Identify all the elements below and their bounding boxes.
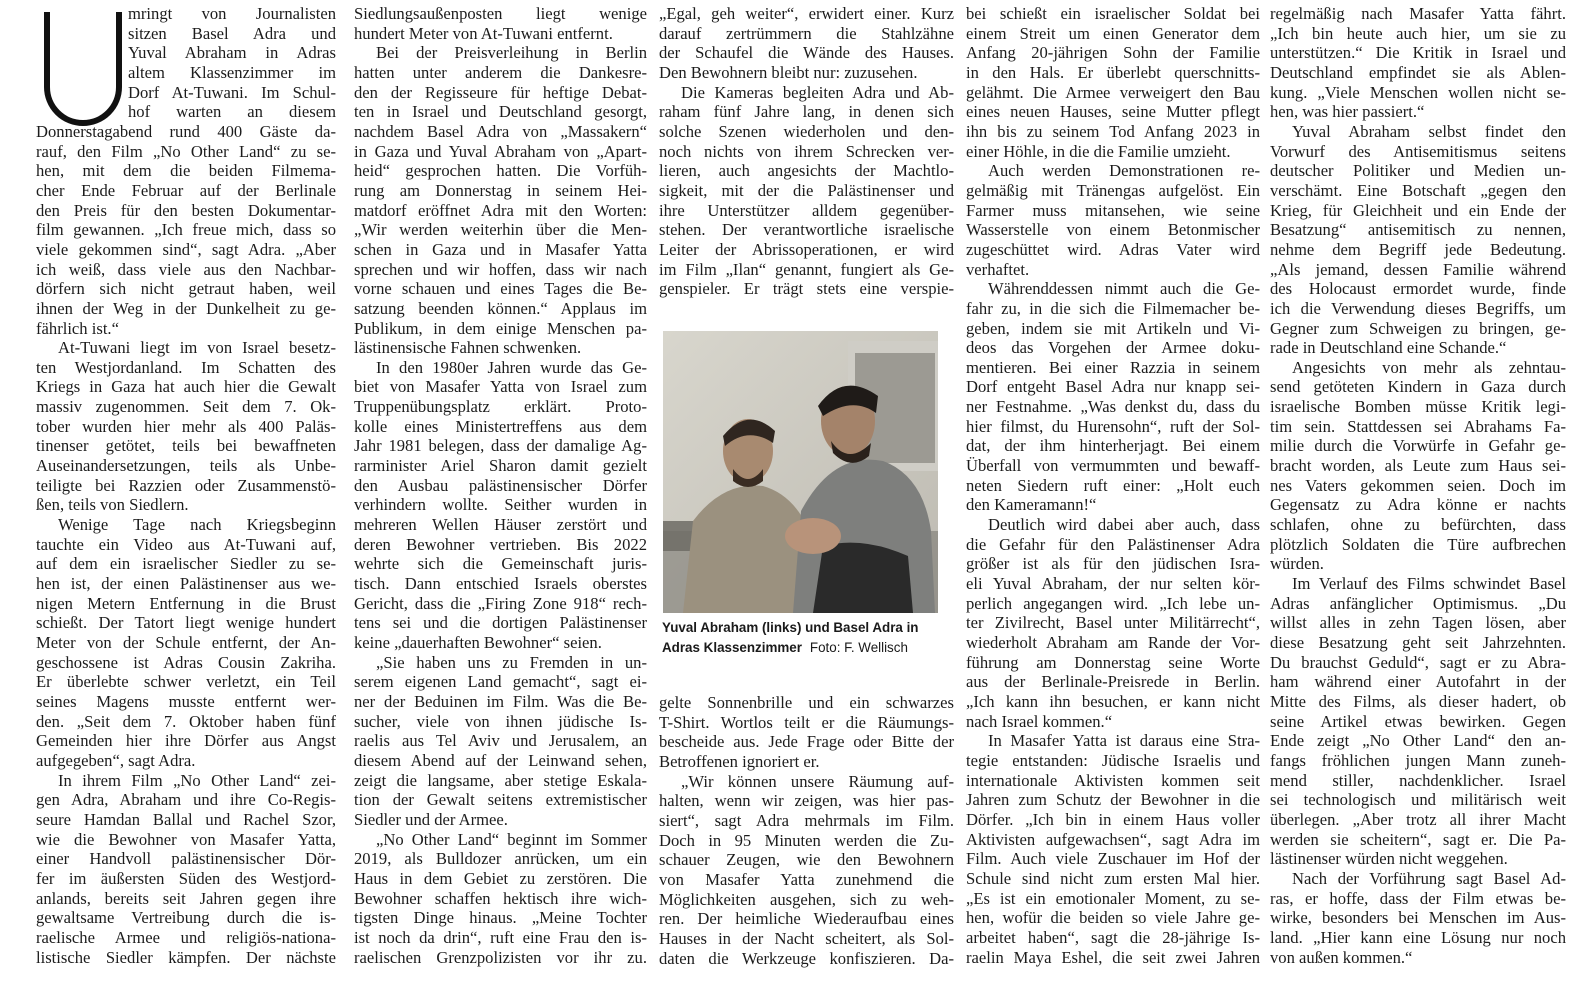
text-line: Hauses in der Nacht scheitert, als Sol- — [659, 928, 954, 948]
text-line: Schule sind nicht zum ersten Mal hier. — [966, 868, 1260, 888]
text-line: tober wurden hier mehr als 400 Paläs- — [36, 416, 336, 436]
text-line: deren Bewohner vertrieben. Bis 2022 — [354, 534, 647, 554]
text-line: ich weiß, dass viele aus den Nachbar- — [36, 259, 336, 279]
text-line: Jahren zum Schutz der Bewohner in die — [966, 790, 1260, 810]
text-line: Nach der Vorführung sagt Basel Ad- — [1292, 868, 1566, 888]
text-line: daten die Werkzeuge konfiszieren. Da- — [659, 948, 954, 968]
text-line: Den Bewohnern bleibt nur: zuzusehen. — [659, 62, 918, 82]
text-line: massiv zugenommen. Seit dem 7. Ok- — [36, 397, 336, 417]
text-line: „Wir können unsere Räumung auf- — [681, 771, 954, 791]
text-line: Angesichts von mehr als zehntau- — [1292, 357, 1566, 377]
text-line: nach Israel kommen.“ — [966, 711, 1113, 731]
text-line: gen Adra, Abraham und ihre Co-Regis- — [36, 790, 336, 810]
text-line: in Gaza und Yuval Abraham von „Apart- — [354, 141, 647, 161]
text-line: Vorwurf des Antisemitismus seitens — [1270, 141, 1566, 161]
text-line: wirke, besonders bei Menschen im Aus- — [1270, 908, 1566, 928]
text-line: Betroffenen ignoriert er. — [659, 751, 820, 771]
text-line: überlegen. „Aber trotz all ihrer Macht — [1270, 809, 1566, 829]
text-line: rung am Donnerstag in seinem Hei- — [354, 180, 647, 200]
text-line: tion der Gewalt seitens extremistischer — [354, 790, 647, 810]
text-line: einer Handvoll palästinensischer Dör- — [36, 849, 336, 869]
text-line: den Ausbau palästinensischer Dörfer — [354, 475, 647, 495]
text-line: mehreren Wellen Häuser zerstört und — [354, 515, 647, 535]
text-line: lästinensische Fahnen schwenken. — [354, 338, 582, 358]
text-line: geschossene ist Adras Cousin Zakriha. — [36, 652, 336, 672]
text-line: auf dem ein israelischer Siedler zu se- — [36, 554, 336, 574]
text-line: anlands, bereits seit Jahren gegen ihre — [36, 888, 336, 908]
text-line: Gemeinden hier ihre Dörfer aus Angst — [36, 731, 336, 751]
article-column-2 — [354, 4, 647, 967]
text-line: Wasserstelle von einem Betonmischer — [966, 220, 1260, 240]
text-line: altem Klassenzimmer im — [128, 62, 336, 82]
text-line: tim sein. Stattdessen sei Abrahams Fa- — [1270, 416, 1566, 436]
text-line: gelte Sonnenbrille und ein schwarzes — [659, 693, 954, 712]
text-line: raham fünf Jahre lang, in denen sich — [659, 102, 954, 122]
text-line: Dorf At-Tuwani. Im Schul- — [128, 82, 336, 102]
text-line: Möglichkeiten ausgehen, sich zu weh- — [659, 889, 954, 909]
text-line: tens sei und die dortigen Palästinenser — [354, 613, 647, 633]
text-line: der Schaufel die Wände des Hauses. — [659, 43, 954, 63]
text-line: mentieren. Bei einer Razzia in seinem — [966, 357, 1260, 377]
text-line: „Sie haben uns zu Fremden in un- — [376, 652, 647, 672]
text-line: deutscher Politiker und Medien un- — [1270, 161, 1566, 181]
text-line: rauf, den Film „No Other Land“ zu se- — [36, 141, 336, 161]
text-line: schauer Zeugen, wie den Bewohnern — [659, 850, 954, 870]
text-line: „Egal, geh weiter“, erwidert einer. Kurz — [659, 4, 954, 23]
text-line: ren. Der heimliche Wiederaufbau eines — [659, 909, 954, 929]
text-line: tisch. Dann entschied Israels oberstes — [354, 574, 647, 594]
text-line: siert“, sagt Adra mehrmals im Film. — [659, 810, 954, 830]
text-line: tauchte ein Video aus At-Tuwani auf, — [36, 534, 336, 554]
text-line: „No Other Land“ beginnt im Sommer — [376, 829, 647, 849]
text-line: bescheide aus. Jede Frage oder Bitte der — [659, 732, 954, 752]
text-line: von Masafer Yatta zunehmend die — [659, 869, 954, 889]
text-line: des Holocaust ermordet wurde, finde — [1270, 279, 1566, 299]
text-line: seine Artikel etwas bewirken. Gegen — [1270, 711, 1566, 731]
article-photo — [663, 331, 938, 613]
text-line: cher Ende Februar auf der Berlinale — [36, 180, 336, 200]
text-line: Yuval Abraham selbst findet den — [1292, 121, 1566, 141]
text-line: bracht worden, als Leute zum Haus sei- — [1270, 456, 1566, 476]
text-line: fer im äußersten Süden des Westjord- — [36, 868, 336, 888]
text-line: einer Höhle, in die die Familie umzieht. — [966, 141, 1231, 161]
text-line: nehme dem Begriff jede Bedeutung. — [1270, 239, 1566, 259]
text-line: Kriegs in Gaza hat auch hier die Gewalt — [36, 377, 336, 397]
text-line: matdorf eröffnet Adra mit den Worten: — [354, 200, 647, 220]
text-line: ich die Verwendung dieses Begriffs, um — [1270, 298, 1566, 318]
text-line: verschämt. Eine Botschaft „gegen den — [1270, 180, 1566, 200]
text-line: stehen. Der verantwortliche israelische — [659, 220, 954, 240]
text-line: aus der Berlinale-Preisrede in Berlin. — [966, 672, 1260, 692]
text-line: dörfern sich nicht getraut haben, weil — [36, 279, 336, 299]
text-line: „Wir werden weiterhin über die Men- — [354, 220, 647, 240]
text-line: geben, indem sie mit Artikeln und Vi- — [966, 318, 1260, 338]
text-line: Jahr 1981 belegen, dass der damalige Ag- — [354, 436, 647, 456]
text-line: aufgegeben“, sagt Adra. — [36, 750, 196, 770]
article-column-3-bottom — [659, 693, 954, 968]
text-line: eli Yuval Abraham, der nur selten kör- — [966, 574, 1260, 594]
text-line: rarminister Ariel Sharon damit gezielt — [354, 456, 647, 476]
text-line: größer ist als für den jüdischen Isra- — [966, 554, 1260, 574]
text-line: Gericht, dass die „Firing Zone 918“ rech- — [354, 593, 647, 613]
text-line: wie die Bewohner von Masafer Yatta, — [36, 829, 336, 849]
text-line: ras, er hoffe, dass der Film etwas be- — [1270, 888, 1566, 908]
text-line: in den Hals. Er überlebt querschnitts- — [966, 62, 1260, 82]
text-line: milie durch die Vorwürfe in Gefahr ge- — [1270, 436, 1566, 456]
text-line: hier filmst, du Hurensohn“, ruft der Sol- — [966, 416, 1260, 436]
text-line: lästinenser würden nicht weggehen. — [1270, 849, 1508, 869]
text-line: schießt. Der Tatort liegt wenige hundert — [36, 613, 336, 633]
text-line: israelische Bomben müsse Kritik legi- — [1270, 397, 1566, 417]
photo-two-men-classroom — [663, 331, 938, 613]
text-line: kolle eines Ministertreffens aus dem — [354, 416, 647, 436]
text-line: teiligte bei Razzien oder Zusammenstö- — [36, 475, 336, 495]
article-column-4 — [966, 4, 1260, 967]
text-line: Die Kameras begleiten Adra und Ab- — [681, 82, 954, 102]
text-line: Dörfer. „Ich bin in einem Haus voller — [966, 809, 1260, 829]
text-line: noch nichts von ihrem Schrecken ver- — [659, 141, 954, 161]
text-line: Überfall von vermummten und bewaff- — [966, 456, 1260, 476]
text-line: hen, was hier passiert.“ — [1270, 102, 1425, 122]
text-line: „Ich bin heute auch hier, um sie zu — [1270, 23, 1566, 43]
text-line: mringt von Journalisten — [128, 4, 336, 23]
text-line: eines neuen Hauses, seine Mutter pflegt — [966, 102, 1260, 122]
text-line: sucher, viele von ihnen jüdische Is- — [354, 711, 647, 731]
text-line: lieren, auch angesichts der Machtlo- — [659, 161, 954, 181]
text-line: film gewannen. „Ich freue mich, dass so — [36, 220, 336, 240]
text-line: Besatzung“ antisemitisch zu nennen, — [1270, 220, 1566, 240]
text-line: regelmäßig nach Masafer Yatta fährt. — [1270, 4, 1566, 23]
text-line: den. „Seit dem 7. Oktober haben fünf — [36, 711, 336, 731]
text-line: kung. „Viele Menschen wollen nicht se- — [1270, 82, 1566, 102]
text-line: nachdem Basel Adra von „Massakern“ — [354, 121, 647, 141]
text-line: Gegner zum Schweigen zu bringen, ge- — [1270, 318, 1566, 338]
text-line: Auseinandersetzungen, teils als Unbe- — [36, 456, 336, 476]
text-line: deos das Vorgehen der Armee doku- — [966, 338, 1260, 358]
text-line: In ihrem Film „No Other Land“ zei- — [58, 770, 336, 790]
text-line: raelischen Grenzpolizisten vor ihr zu. — [354, 947, 647, 967]
text-line: Donnerstagabend rund 400 Gäste da- — [36, 121, 336, 141]
text-line: darauf zertrümmern die Stahlzähne — [659, 23, 954, 43]
text-line: Publikum, in dem einige Menschen pa- — [354, 318, 647, 338]
text-line: arbeitet haben“, sagt die 28-jährige Is- — [966, 927, 1260, 947]
text-line: biet von Masafer Yatta von Israel zum — [354, 377, 647, 397]
article-column-5 — [1270, 4, 1566, 967]
text-line: Siedlungsaußenposten liegt wenige — [354, 4, 647, 23]
text-line: seines Magens musste entfernt wer- — [36, 691, 336, 711]
text-line: Gegensatz zu Adra könne er nachts — [1270, 495, 1566, 515]
text-line: schen in Gaza und in Masafer Yatta — [354, 239, 647, 259]
text-line: ßen, teils von Siedlern. — [36, 495, 189, 515]
text-line: solche Szenen wiederholen und den- — [659, 121, 954, 141]
text-line: hatten unter anderem die Dankesre- — [354, 62, 647, 82]
text-line: hof warten an diesem — [128, 102, 336, 122]
text-line: listische Siedler kämpfen. Der nächste — [36, 947, 336, 967]
photo-credit: Foto: F. Wellisch — [809, 640, 908, 655]
caption-text: Yuval Abraham (links) und Basel Adra in Adras Klassenzimmer — [662, 620, 919, 655]
text-line: werden sie scheitern“, sagt er. Die Pa- — [1270, 829, 1566, 849]
text-line: die Gefahr für den Palästinenser Adra — [966, 534, 1260, 554]
text-line: gelmäßig mit Tränengas aufgelöst. Ein — [966, 180, 1260, 200]
text-line: Bei der Preisverleihung in Berlin — [376, 43, 647, 63]
text-line: wiederholt Abraham am Rande der Vor- — [966, 633, 1260, 652]
text-line: In Masafer Yatta ist daraus eine Stra- — [988, 731, 1260, 751]
text-line: nes Vaters gekommen seien. Doch im — [1270, 475, 1566, 495]
text-line: heid“ gesprochen hatten. Die Vorfüh- — [354, 161, 647, 181]
text-line: Deutschland empfindet sie als Ablen- — [1270, 62, 1566, 82]
text-line: sigkeit, mit der die Palästinenser und — [659, 180, 954, 200]
text-line: zugeschüttet wird. Adras Vater wird — [966, 239, 1260, 259]
text-line: send getöteten Kindern in Gaza durch — [1270, 377, 1566, 397]
text-line: verhindern wollte. Seither wurden in — [354, 495, 647, 515]
text-line: willst alles in zehn Tagen lösen, aber — [1270, 613, 1566, 633]
text-line: Er überlebte schwer verletzt, ein Teil — [36, 672, 336, 692]
text-line: dat, der ihm hinterherjagt. Bei einem — [966, 436, 1260, 456]
text-line: Doch in 95 Minuten werden die Zu- — [659, 830, 954, 850]
text-line: hen ist, der einen Palästinenser aus we- — [36, 574, 336, 594]
text-line: gewaltsame Vertreibung durch die is- — [36, 908, 336, 928]
text-line: Film. Auch viele Zuschauer im Hof der — [966, 849, 1260, 869]
text-line: mend stiller, nachdenklicher. Israel — [1270, 770, 1566, 790]
text-line: halten, wenn wir zeigen, was hier pas- — [659, 791, 954, 811]
text-line: ihnen der Weg in der Dunkelheit zu ge- — [36, 298, 336, 318]
text-line: den Preis für den besten Dokumentar- — [36, 200, 336, 220]
text-line: einem Streit um einen Generator dem — [966, 23, 1260, 43]
text-line: sitzen Basel Adra und — [128, 23, 336, 43]
text-line: ten in Israel und Deutschland gesorgt, — [354, 102, 647, 122]
photo-caption — [662, 618, 952, 658]
text-line: ner Festnahme. „Was denkst du, dass du — [966, 397, 1260, 417]
text-line: 2019, als Bulldozer anrücken, um ein — [354, 849, 647, 869]
text-line: im Film „Ilan“ genannt, fungiert als Ge- — [659, 259, 954, 279]
text-line: zeigt die langsame, aber stetige Eskala- — [354, 770, 647, 790]
text-line: At-Tuwani liegt im von Israel besetz- — [58, 338, 336, 358]
text-line: internationale Aktivisten kommen seit — [966, 770, 1260, 790]
text-line: nigen Metern Entfernung in die Brust — [36, 593, 336, 613]
text-line: den Kameramann!“ — [966, 495, 1097, 515]
text-line: T-Shirt. Wortlos teilt er die Räumungs- — [659, 712, 954, 732]
text-line: sei technologisch und militärisch weit — [1270, 790, 1566, 810]
text-line: Adras anfänglicher Optimismus. „Du — [1270, 593, 1566, 613]
text-line: ihn bis zu seinem Tod Anfang 2023 in — [966, 121, 1260, 141]
text-line: Leiter der Abrissoperationen, er wird — [659, 239, 954, 259]
text-line: raelische Armee und religiös-nationa- — [36, 927, 336, 947]
text-line: gelähmt. Die Armee verweigert den Bau — [966, 82, 1260, 102]
text-line: Farmer muss mitansehen, wie seine — [966, 200, 1260, 220]
text-line: raelin Maya Eshel, die seit zwei Jahren — [966, 947, 1260, 967]
text-line: ihre Unterstützer alldem gegenüber- — [659, 200, 954, 220]
text-line: bei schießt ein israelischer Soldat bei — [966, 4, 1260, 23]
text-line: Ende zeigt „No Other Land“ den an- — [1270, 731, 1566, 751]
text-line: tigsten Dinge hinaus. „Meine Tochter — [354, 908, 647, 928]
text-line: ist noch da drin“, ruft eine Frau den is- — [354, 927, 647, 947]
text-line: seure Hamdan Ballal und Rachel Szor, — [36, 809, 336, 829]
text-line: ham während einer Autofahrt in der — [1270, 672, 1566, 692]
text-line: verhaftet. — [966, 259, 1030, 279]
text-line: fährlich ist.“ — [36, 318, 119, 338]
article-column-3-top — [659, 4, 954, 299]
text-line: In den 1980er Jahren wurde das Ge- — [376, 357, 647, 377]
text-line: hen, wofür die beiden so viele Jahre ge- — [966, 908, 1260, 928]
text-line: „Als jemand, dessen Familie während — [1270, 259, 1566, 279]
text-line: wehrte sich die Gemeinschaft juris- — [354, 554, 647, 574]
text-line: neten Siedern ruft einer: „Holt euch — [966, 475, 1260, 495]
text-line: Dorf entgeht Basel Adra nur knapp sei- — [966, 377, 1260, 397]
text-line: tinenser getötet, teils bei bewaffneten — [36, 436, 336, 456]
text-line: „Ich kann ihn besuchen, er kann nicht — [966, 691, 1260, 711]
text-line: schlafen, ohne zu befürchten, dass — [1270, 515, 1566, 535]
text-line: Deutlich wird dabei aber auch, dass — [988, 515, 1260, 535]
text-line: hundert Meter von At-Tuwani entfernt. — [354, 23, 613, 43]
text-line: perlich angegangen wird. „Ich lebe un- — [966, 593, 1260, 613]
text-line: diesem Abend auf der Leinwand sehen, — [354, 750, 647, 770]
text-line: satzung beenden können.“ Applaus im — [354, 298, 647, 318]
text-line: Aktivisten aufgewachsen“, sagt Adra im — [966, 829, 1260, 849]
text-line: würden. — [1270, 554, 1324, 574]
text-line: hen, mit dem die beiden Filmema- — [36, 161, 336, 181]
text-line: ter Zivilrecht, Basel unter Militärrecht“, — [966, 613, 1260, 633]
text-line: Siedler und der Armee. — [354, 809, 508, 829]
article-column-1 — [36, 4, 336, 967]
text-line: fahr zu, in die sich die Filmemacher be- — [966, 298, 1260, 318]
text-line: führung am Donnerstag seine Worte — [966, 652, 1260, 672]
text-line: tegie entstanden: Jüdische Israelis und — [966, 750, 1260, 770]
text-line: fangs fröhlichen jungen Mann zuneh- — [1270, 750, 1566, 770]
text-line: „Es ist ein emotionaler Moment, zu se- — [966, 888, 1260, 908]
text-line: keine „dauerhaften Bewohner“ seien. — [354, 633, 602, 652]
text-line: Meter von der Schule entfernt, der An- — [36, 633, 336, 652]
text-line: land. „Hier kann eine Lösung nur noch — [1270, 927, 1566, 947]
text-line: Yuval Abraham in Adras — [128, 43, 336, 63]
text-line: Bewohner schaffen hektisch ihre wich- — [354, 888, 647, 908]
text-line: Anfang 20-jährigen Sohn der Familie — [966, 43, 1260, 63]
text-line: Wenige Tage nach Kriegsbeginn — [58, 515, 336, 535]
text-line: Mitte des Films, als dieser hadert, ob — [1270, 691, 1566, 711]
text-line: Du brauchst Geduld“, sagt er zu Abra- — [1270, 652, 1566, 672]
text-line: ner der Beduinen im Film. Was die Be- — [354, 691, 647, 711]
text-line: viele gekommen sind“, sagt Adra. „Aber — [36, 239, 336, 259]
text-line: sprechen und wir hoffen, dass wir nach — [354, 259, 647, 279]
text-line: von außen kommen.“ — [1270, 947, 1413, 967]
text-line: genspieler. Er trägt stets eine verspie- — [659, 279, 954, 299]
text-line: Haus in dem Gebiet zu zerstören. Die — [354, 868, 647, 888]
text-line: Truppenübungsplatz erklärt. Proto- — [354, 397, 647, 417]
text-line: serem eigenen Land gemacht“, sagt ei- — [354, 672, 647, 692]
text-line: ten Westjordanland. Im Schatten des — [36, 357, 336, 377]
text-line: plötzlich Soldaten die Türe aufbrechen — [1270, 534, 1566, 554]
text-line: Auch werden Demonstrationen re- — [988, 161, 1260, 181]
text-line: diese Besatzung geht seit Jahrzehnten. — [1270, 633, 1566, 652]
text-line: Im Verlauf des Films schwindet Basel — [1292, 574, 1566, 594]
text-line: unterstützen.“ Die Kritik in Israel und — [1270, 43, 1566, 63]
text-line: raelis aus Tel Aviv und Jerusalem, an — [354, 731, 647, 751]
text-line: Währenddessen nimmt auch die Ge- — [988, 279, 1260, 299]
text-line: den der Regisseure für heftige Debat- — [354, 82, 647, 102]
text-line: rade in Deutschland eine Schande.“ — [1270, 338, 1507, 358]
text-line: vorne schauen und eines Tages die Be- — [354, 279, 647, 299]
text-line: Krieg, für Gleichheit und ein Ende der — [1270, 200, 1566, 220]
